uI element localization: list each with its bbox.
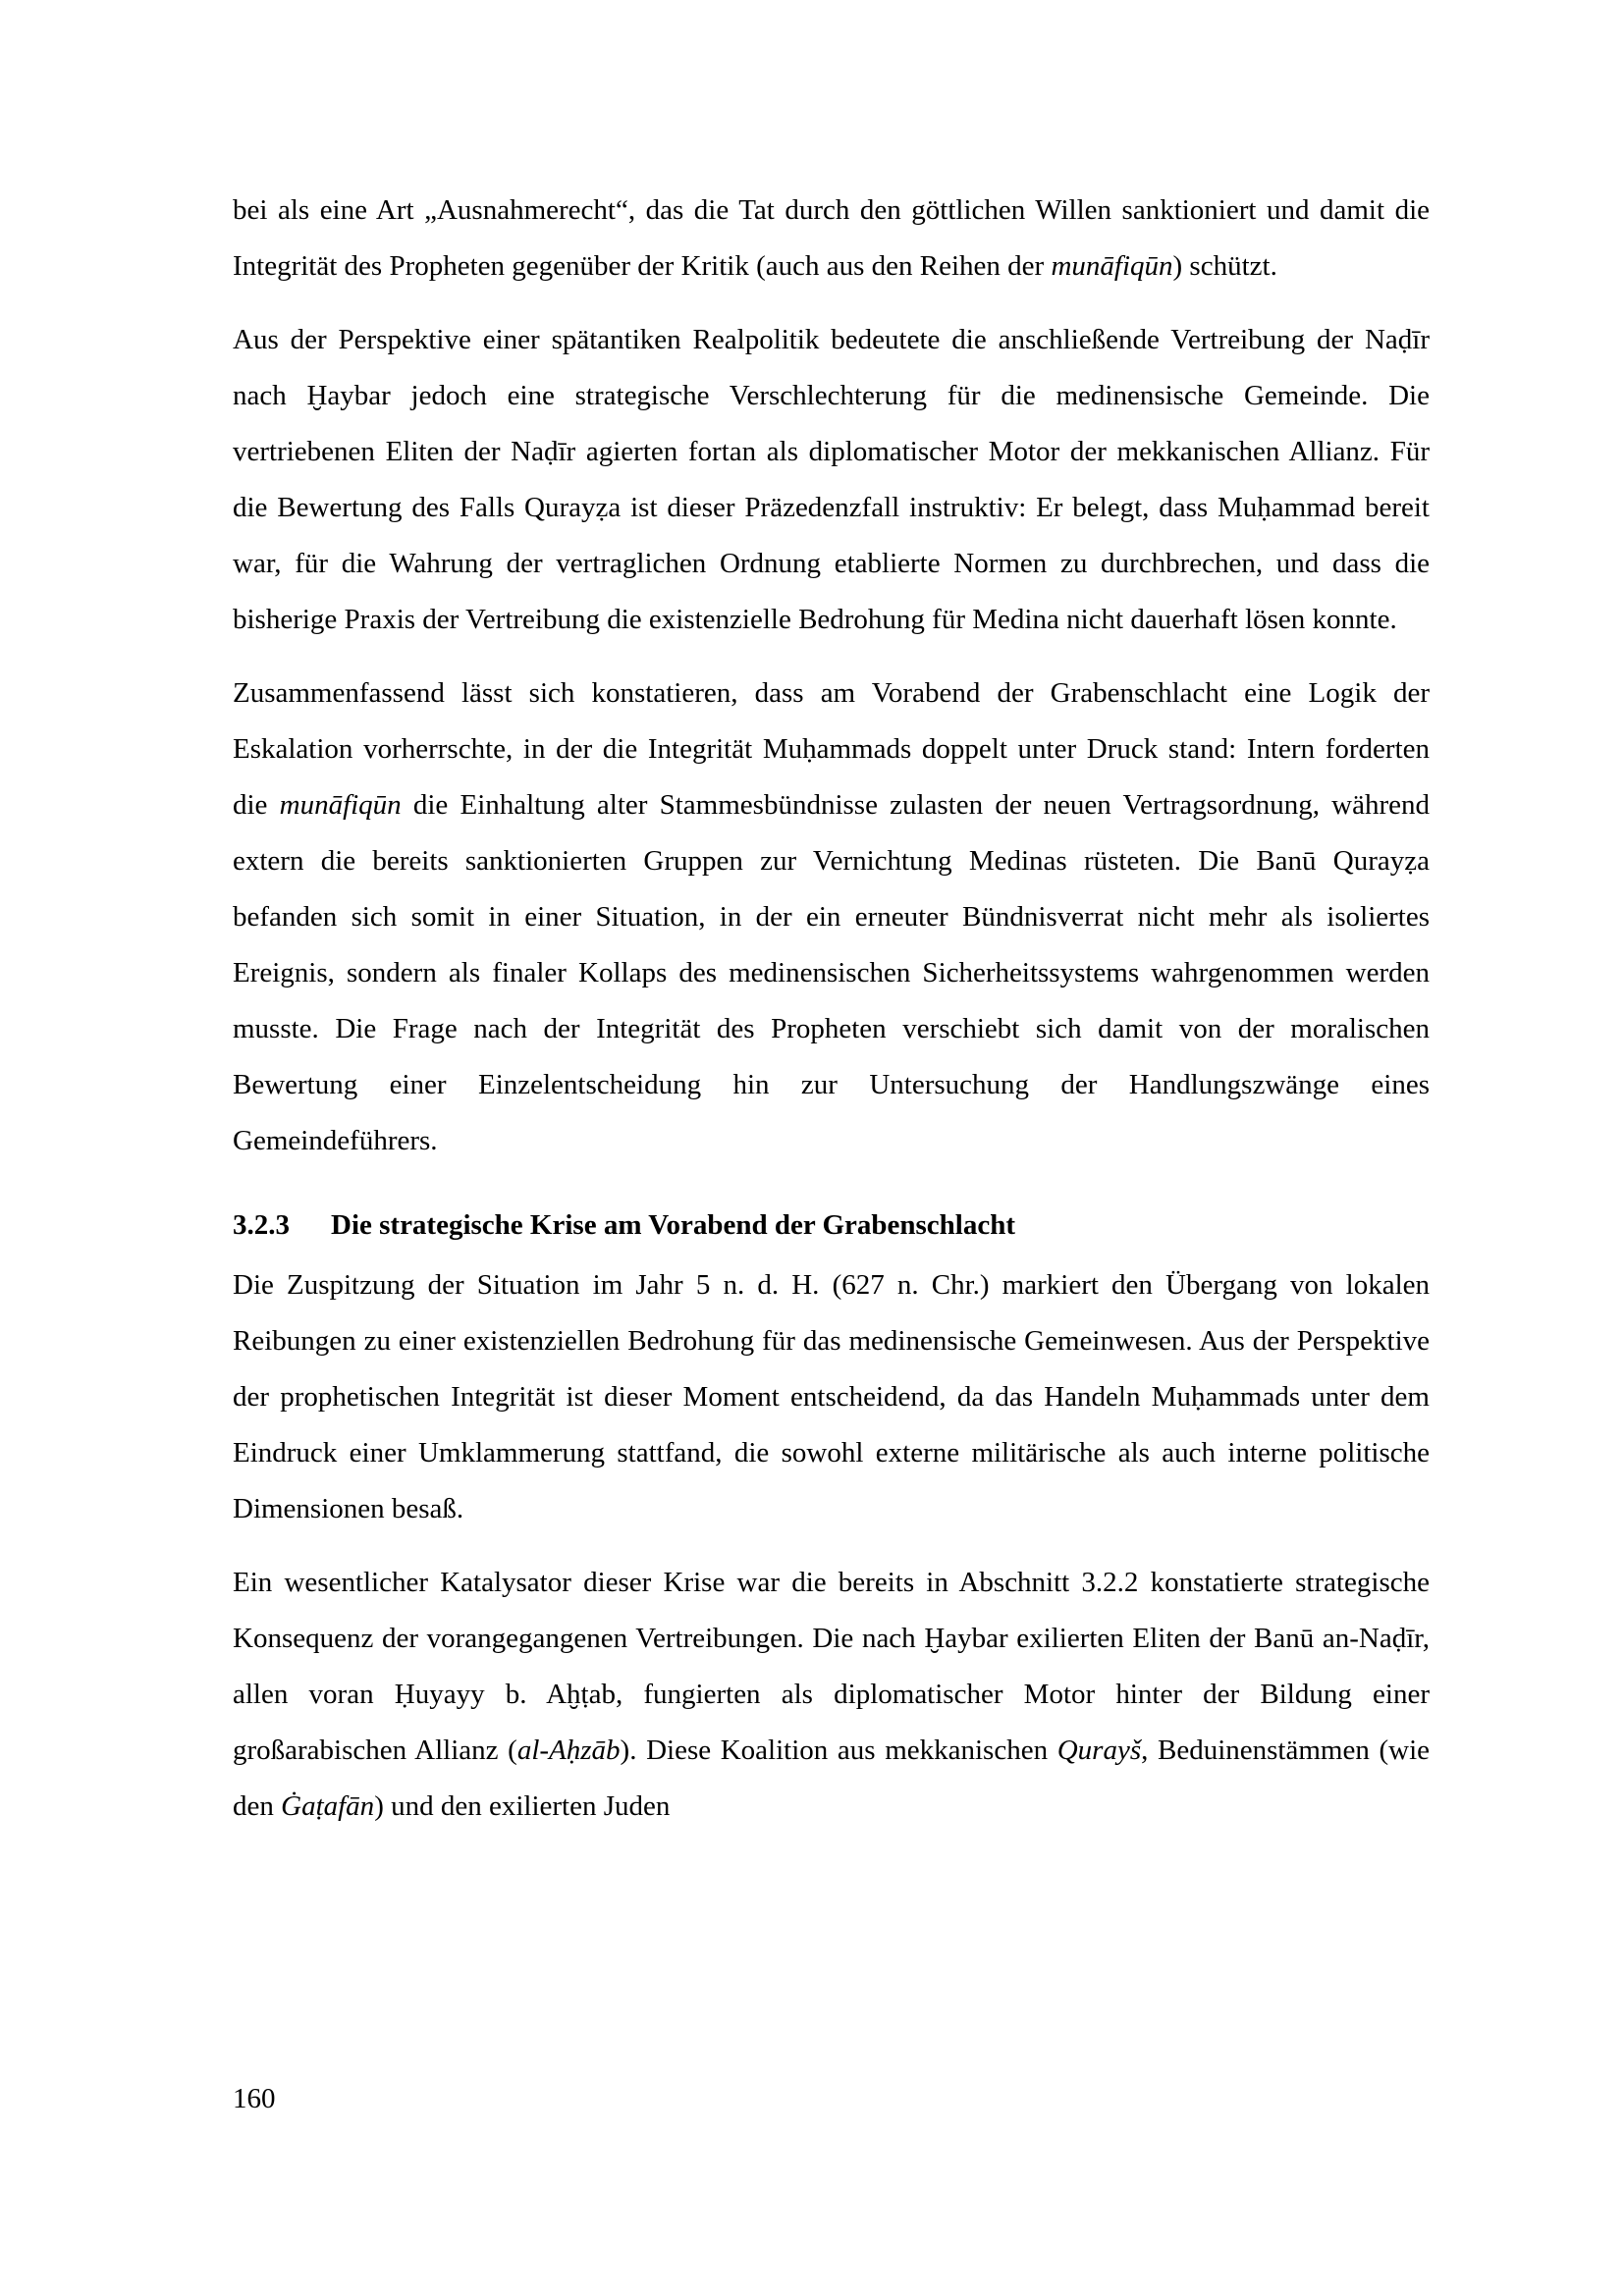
page-number: 160: [233, 2083, 276, 2114]
italic-term: Qurayš: [1056, 1735, 1142, 1766]
paragraph-text: Aus der Perspektive einer spätantiken Realpolitik bedeutete die anschließende Vertreibung der Naḍīr nach Ḫaybar jedoch eine strategische Verschlechterung für die medinensische Gemeinde. Die vertriebenen Eliten der Naḍīr agierten fortan als diplomatischer Motor der mekkanischen Allianz. Für die Bewertung des Falls Qurayẓa ist dieser Präzedenzfall instruktiv: Er belegt, dass Muḥammad bereit war, für die Wahrung der vertraglichen Ordnung etablierte Normen zu durchbrechen, und dass die bisherige Praxis der Vertreibung die existenzielle Bedrohung für Medina nicht dauerhaft lösen konnte.: [233, 324, 1430, 635]
italic-term: munāfiqūn: [1051, 250, 1173, 282]
section-number: 3.2.3: [233, 1209, 290, 1241]
paragraph-text: bei als eine Art „Ausnahmerecht“, das die Tat durch den göttlichen Willen sanktioniert und damit die Integrität des Propheten gegenüber der Kritik (auch aus den Reihen der: [233, 194, 1430, 282]
paragraphs-after-heading: [233, 1257, 1430, 1835]
paragraph-text: , Beduinenstämmen (wie den: [233, 1735, 1431, 1822]
body-paragraph: [233, 1555, 1430, 1835]
paragraph-text: Ein wesentlicher Katalysator dieser Krise war die bereits in Abschnitt 3.2.2 konstatierte strategische Konsequenz der vorangegangenen Vertreibungen. Die nach Ḫaybar exilierten Eliten der Banū an-Naḍīr, allen voran Ḥuyayy b. Aḫṭab, fungierten als diplomatischer Motor hinter der Bildung einer großarabischen Allianz (: [233, 1567, 1430, 1766]
section-title: Die strategische Krise am Vorabend der Grabenschlacht: [331, 1209, 1016, 1241]
paragraph-text: ) schützt.: [1172, 250, 1277, 282]
italic-term: al-Aḥzāb: [516, 1735, 621, 1766]
paragraph-text: Die Zuspitzung der Situation im Jahr 5 n. d. H. (627 n. Chr.) markiert den Übergang von lokalen Reibungen zu einer existenziellen Bedrohung für das medinensische Gemeinwesen. Aus der Perspektive der prophetischen Integrität ist dieser Moment entscheidend, da das Handeln Muḥammads unter dem Eindruck einer Umklammerung stattfand, die sowohl externe militärische als auch interne politische Dimensionen besaß.: [233, 1269, 1430, 1524]
section-heading: [233, 1198, 1430, 1254]
italic-term: Ġaṭafān: [281, 1790, 375, 1822]
paragraph-text: ). Diese Koalition aus mekkanischen: [620, 1735, 1057, 1766]
italic-term: munāfiqūn: [279, 789, 402, 821]
page-body: [233, 183, 1430, 1835]
body-paragraph: [233, 1257, 1430, 1537]
body-paragraph: [233, 183, 1430, 294]
paragraph-text: Zusammenfassend lässt sich konstatieren, dass am Vorabend der Grabenschlacht eine Logik der Eskalation vorherrschte, in der die Integrität Muḥammads doppelt unter Druck stand: Intern forderten die: [233, 677, 1430, 821]
body-paragraph: [233, 312, 1430, 648]
paragraph-text: ) und den exilierten Juden: [374, 1790, 671, 1822]
paragraphs-before-heading: [233, 183, 1430, 1169]
paragraph-text: die Einhaltung alter Stammesbündnisse zulasten der neuen Vertragsordnung, während extern die bereits sanktionierten Gruppen zur Vernichtung Medinas rüsteten. Die Banū Qurayẓa befanden sich somit in einer Situation, in der ein erneuter Bündnisverrat nicht mehr als isoliertes Ereignis, sondern als finaler Kollaps des medinensischen Sicherheitssystems wahrgenommen werden musste. Die Frage nach der Integrität des Propheten verschiebt sich damit von der moralischen Bewertung einer Einzelentscheidung hin zur Untersuchung der Handlungszwänge eines Gemeindeführers.: [233, 789, 1431, 1156]
body-paragraph: [233, 666, 1430, 1169]
